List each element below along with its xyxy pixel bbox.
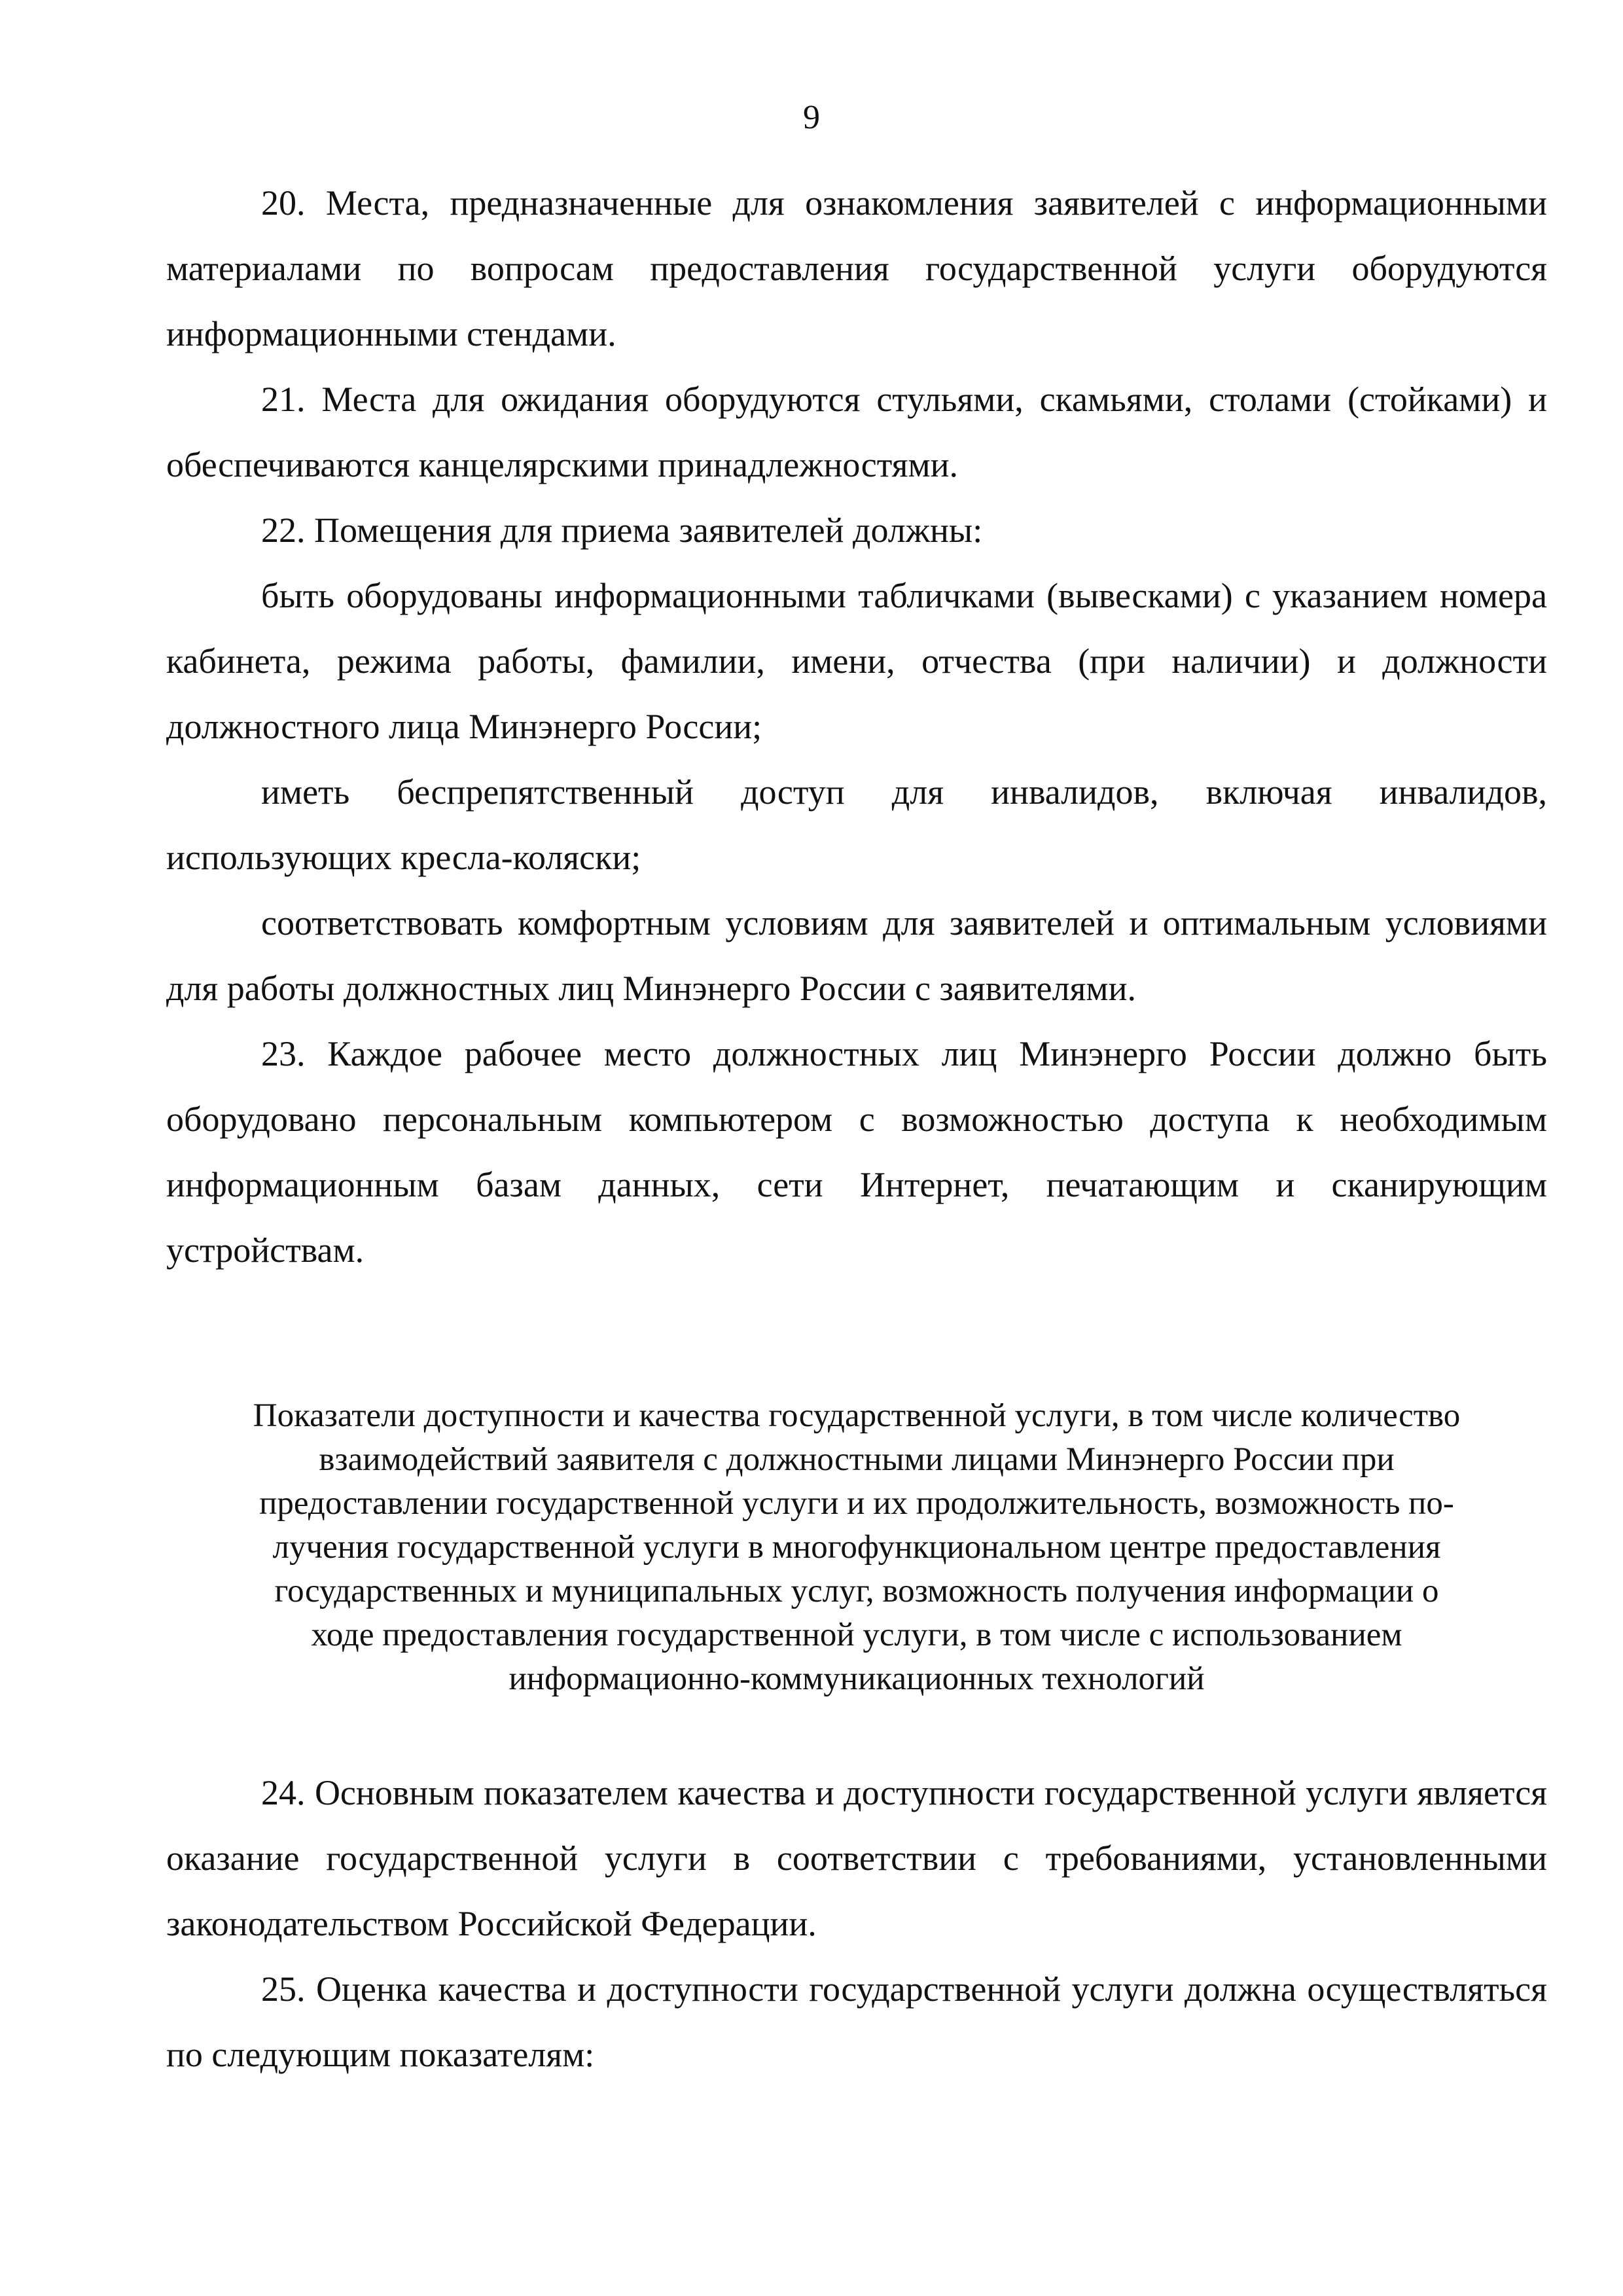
- section-heading-line: предоставлении государственной услуги и их продолжительность, возможность по-: [259, 1485, 1454, 1522]
- paragraph-22-item-accessibility: иметь беспрепятственный доступ для инвалидов, включая инвалидов, использующих кресла-коляски;: [166, 772, 1547, 877]
- section-heading-line: взаимодействий заявителя с должностными лицами Минэнерго России при: [319, 1441, 1395, 1478]
- paragraph-22-item-signage: быть оборудованы информационными табличками (вывесками) с указанием номера кабинета, режима работы, фамилии, имени, отчества (при наличии) и должности должностного лица Минэнерго России;: [166, 576, 1547, 746]
- section-heading-line: информационно-коммуникационных технологий: [508, 1660, 1205, 1697]
- section-heading: [166, 1394, 1547, 1701]
- paragraph-20: 20. Места, предназначенные для ознакомления заявителей с информационными материалами по вопросам предоставления государственной услуги оборудуются информационными стендами.: [166, 183, 1547, 353]
- paragraph-23: 23. Каждое рабочее место должностных лиц Минэнерго России должно быть оборудовано персональным компьютером с возможностью доступа к необходимым информационным базам данных, сети Интернет, печатающим и сканирующим устройствам.: [166, 1034, 1547, 1270]
- document-body: [166, 170, 1547, 2087]
- paragraph-24: 24. Основным показателем качества и доступности государственной услуги является оказание государственной услуги в соответствии с требованиями, установленными законодательством Российской Федерации.: [166, 1773, 1547, 1943]
- section-heading-line: лучения государственной услуги в многофункциональном центре предоставления: [272, 1529, 1441, 1566]
- section-heading-line: ходе предоставления государственной услуги, в том числе с использованием: [311, 1617, 1402, 1653]
- section-heading-line: Показатели доступности и качества государственной услуги, в том числе количество: [253, 1397, 1461, 1434]
- section-heading-line: государственных и муниципальных услуг, возможность получения информации о: [274, 1573, 1439, 1609]
- paragraph-25: 25. Оценка качества и доступности государственной услуги должна осуществляться по следующим показателям:: [166, 1969, 1547, 2074]
- paragraph-22: 22. Помещения для приема заявителей должны:: [261, 511, 983, 550]
- paragraph-21: 21. Места для ожидания оборудуются стульями, скамьями, столами (стойками) и обеспечиваются канцелярскими принадлежностями.: [166, 380, 1547, 484]
- paragraph-22-item-comfort: соответствовать комфортным условиям для заявителей и оптимальным условиями для работы должностных лиц Минэнерго России с заявителями.: [166, 903, 1547, 1008]
- page-number: 9: [803, 99, 820, 136]
